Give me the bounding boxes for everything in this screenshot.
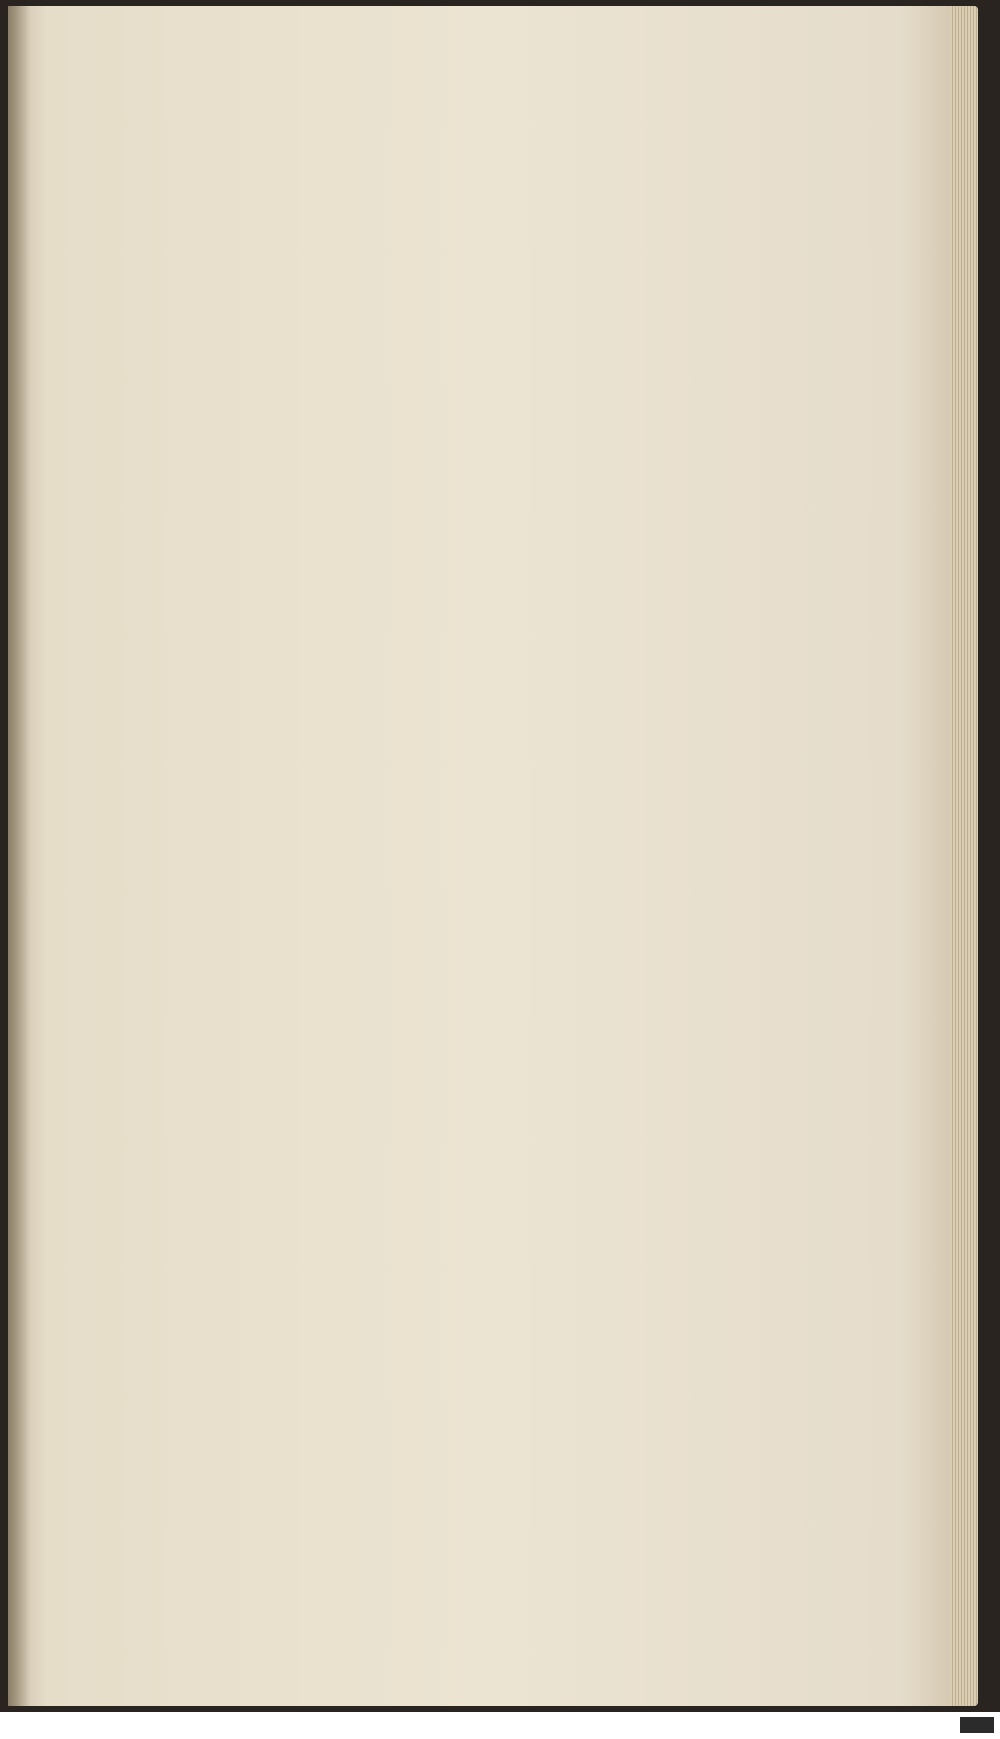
text-line — [84, 184, 770, 208]
text-line — [84, 260, 770, 284]
text-line — [84, 637, 770, 661]
text-line — [84, 378, 770, 402]
running-header — [128, 100, 868, 156]
text-line — [84, 425, 770, 449]
text-line — [84, 745, 770, 769]
text-line — [84, 792, 770, 816]
text-line — [84, 237, 770, 261]
text-line — [84, 354, 770, 378]
text-line — [84, 284, 770, 308]
text-line — [84, 472, 770, 496]
text-line — [84, 496, 770, 520]
paragraph — [84, 213, 770, 707]
gutter-shadow — [8, 6, 30, 1706]
text-line — [84, 331, 770, 355]
text-line — [84, 307, 770, 331]
text-line — [84, 1042, 770, 1066]
text-line — [84, 449, 770, 473]
text-line — [84, 1065, 770, 1089]
text-line — [84, 160, 770, 184]
text-line — [84, 613, 770, 637]
paragraph — [84, 1042, 770, 1113]
text-line — [84, 1004, 770, 1028]
text-line — [84, 590, 770, 614]
text-line — [84, 684, 770, 708]
text-line — [84, 981, 770, 1005]
text-line — [84, 934, 770, 958]
text-line — [84, 839, 770, 863]
text-line — [84, 566, 770, 590]
paragraph — [84, 160, 770, 207]
text-line — [84, 543, 770, 567]
margin-bleed-text — [6, 1150, 18, 1420]
body-text — [84, 160, 770, 1112]
page-edge — [950, 6, 978, 1706]
text-line — [84, 401, 770, 425]
dfg-logo — [960, 1717, 994, 1733]
text-line — [84, 863, 770, 887]
text-line — [84, 957, 770, 981]
text-line — [84, 886, 770, 910]
text-line — [84, 660, 770, 684]
text-line — [84, 816, 770, 840]
text-line — [84, 1089, 770, 1113]
text-line — [84, 910, 770, 934]
text-line — [84, 769, 770, 793]
text-line — [84, 519, 770, 543]
footer-bar — [0, 1712, 1000, 1739]
paragraph — [84, 722, 770, 1028]
text-line — [84, 722, 770, 746]
text-line — [84, 213, 770, 237]
